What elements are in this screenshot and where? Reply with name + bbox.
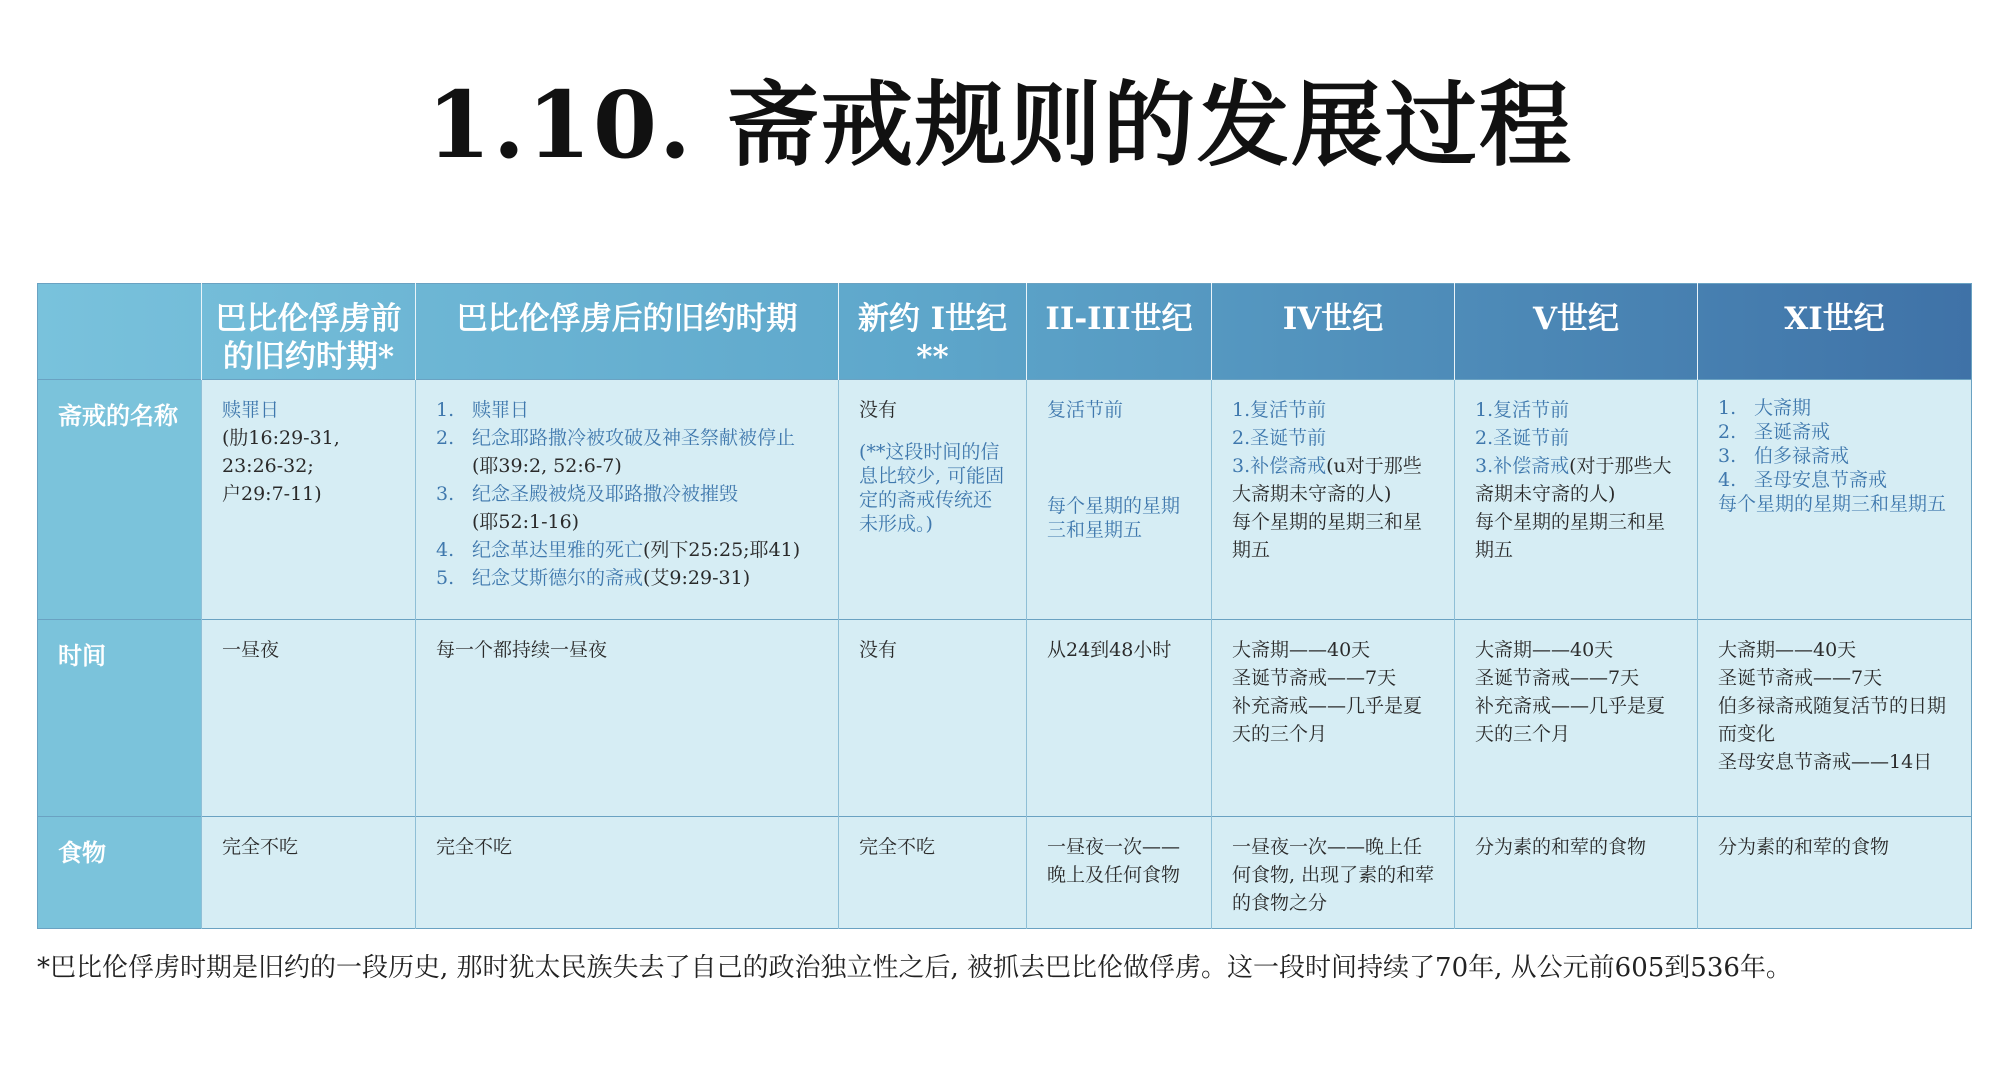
names-2-3-text: 复活节前 [1047, 399, 1124, 421]
fasting-rules-table [37, 283, 1972, 929]
names-4th-line1: 1.复活节前 [1232, 399, 1327, 421]
time-5th-line1: 大斋期——40天 [1475, 639, 1614, 661]
time-5th-century [1455, 620, 1698, 817]
header-4th-century: IV世纪 [1212, 284, 1455, 380]
time-11th-line1: 大斋期——40天 [1718, 639, 1857, 661]
time-4th-century [1212, 620, 1455, 817]
list-item: 4. 圣母安息节斋戒 [1718, 469, 1888, 491]
names-5th-line3: 3.补偿斋戒(对于那些大斋期未守斋的人) [1475, 455, 1672, 505]
header-post-exile: 巴比伦俘虏后的旧约时期 [416, 284, 839, 380]
time-11th-line2: 圣诞节斋戒——7天 [1718, 667, 1883, 689]
time-5th-line2: 圣诞节斋戒——7天 [1475, 667, 1640, 689]
footnote: *巴比伦俘虏时期是旧约的一段历史, 那时犹太民族失去了自己的政治独立性之后, 被抓去巴比伦做俘虏。这一段时间持续了70年, 从公元前605到536年。 [37, 953, 1792, 983]
time-5th-line3: 补充斋戒——几乎是夏天的三个月 [1475, 695, 1666, 745]
time-2nd-3rd-century: 从24到48小时 [1027, 620, 1212, 817]
time-11th-line4: 圣母安息节斋戒——14日 [1718, 751, 1933, 773]
time-11th-century [1698, 620, 1972, 817]
names-pre-exile-line4: 户29:7-11) [222, 483, 322, 505]
names-4th-line3: 3.补偿斋戒(u对于那些大斋期未守斋的人) [1232, 455, 1422, 505]
table-row-names [38, 380, 1972, 620]
food-post-exile: 完全不吃 [416, 817, 839, 929]
names-nt-note: (**这段时间的信息比较少, 可能固定的斋戒传统还未形成。) [859, 441, 1005, 535]
time-4th-line2: 圣诞节斋戒——7天 [1232, 667, 1397, 689]
list-item: 2. 纪念耶路撒冷被攻破及神圣祭献被停止 (耶39:2, 52:6-7) [436, 427, 796, 477]
table-row-time [38, 620, 1972, 817]
food-11th-century: 分为素的和荤的食物 [1698, 817, 1972, 929]
names-pre-exile-line2: (肋16:29-31, [222, 427, 340, 449]
names-11th-list [1718, 396, 1953, 492]
page-title: 1.10. 斋戒规则的发展过程 [426, 71, 1574, 179]
time-post-exile: 每一个都持续一昼夜 [416, 620, 839, 817]
names-11th-century [1698, 380, 1972, 620]
names-nt-text: 没有 [859, 399, 898, 421]
table-header-row [38, 284, 1972, 380]
names-pre-exile-line3: 23:26-32; [222, 455, 314, 477]
names-11th-tail: 每个星期的星期三和星期五 [1718, 493, 1947, 515]
names-post-exile [416, 380, 839, 620]
header-11th-century: XI世纪 [1698, 284, 1972, 380]
names-post-exile-list [436, 396, 820, 592]
food-4th-century: 一昼夜一次——晚上任何食物, 出现了素的和荤的食物之分 [1212, 817, 1455, 929]
list-item: 5. 纪念艾斯德尔的斋戒(艾9:29-31) [436, 567, 751, 589]
header-corner [38, 284, 202, 380]
list-item: 3. 伯多禄斋戒 [1718, 445, 1850, 467]
names-nt-1st-century [839, 380, 1027, 620]
food-2nd-3rd-century: 一昼夜一次——晚上及任何食物 [1027, 817, 1212, 929]
names-4th-line2: 2.圣诞节前 [1232, 427, 1327, 449]
names-2nd-3rd-century [1027, 380, 1212, 620]
names-2-3-note: 每个星期的星期三和星期五 [1047, 495, 1181, 541]
names-pre-exile [202, 380, 416, 620]
names-5th-line4: 每个星期的星期三和星期五 [1475, 511, 1666, 561]
list-item: 3. 纪念圣殿被烧及耶路撒冷被摧毁 (耶52:1-16) [436, 483, 739, 533]
names-4th-century [1212, 380, 1455, 620]
list-item: 1. 大斋期 [1718, 397, 1812, 419]
time-nt-1st-century: 没有 [839, 620, 1027, 817]
list-item: 2. 圣诞斋戒 [1718, 421, 1831, 443]
food-nt-1st-century: 完全不吃 [839, 817, 1027, 929]
header-5th-century: V世纪 [1455, 284, 1698, 380]
food-5th-century: 分为素的和荤的食物 [1455, 817, 1698, 929]
row-label-food: 食物 [38, 817, 202, 929]
row-label-time: 时间 [38, 620, 202, 817]
header-2nd-3rd-century: II-III世纪 [1027, 284, 1212, 380]
names-4th-line4: 每个星期的星期三和星期五 [1232, 511, 1423, 561]
table-row-food [38, 817, 1972, 929]
time-11th-line3: 伯多禄斋戒随复活节的日期而变化 [1718, 695, 1947, 745]
time-pre-exile: 一昼夜 [202, 620, 416, 817]
time-4th-line3: 补充斋戒——几乎是夏天的三个月 [1232, 695, 1423, 745]
food-pre-exile: 完全不吃 [202, 817, 416, 929]
time-4th-line1: 大斋期——40天 [1232, 639, 1371, 661]
header-nt-1st-century: 新约 I世纪** [839, 284, 1027, 380]
header-pre-exile: 巴比伦俘虏前的旧约时期* [202, 284, 416, 380]
row-label-names: 斋戒的名称 [38, 380, 202, 620]
names-pre-exile-line1: 赎罪日 [222, 399, 280, 421]
list-item: 4. 纪念革达里雅的死亡(列下25:25;耶41) [436, 539, 801, 561]
names-5th-century [1455, 380, 1698, 620]
names-5th-line2: 2.圣诞节前 [1475, 427, 1570, 449]
list-item: 1. 赎罪日 [436, 399, 530, 421]
names-5th-line1: 1.复活节前 [1475, 399, 1570, 421]
